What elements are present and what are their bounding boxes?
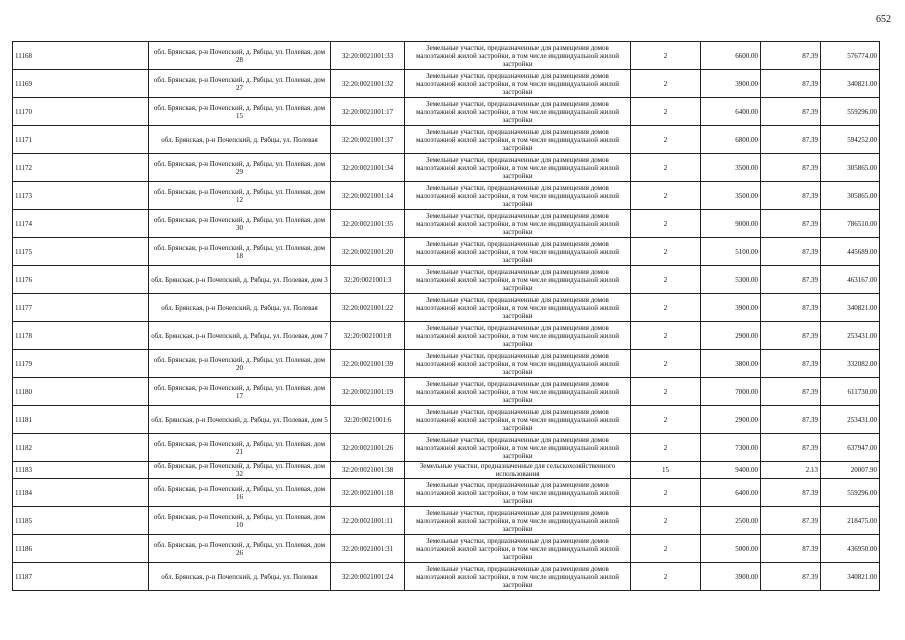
- row-number: 11169: [13, 70, 149, 98]
- row-number: 11179: [13, 350, 149, 378]
- land-use-type: Земельные участки, предназначенные для размещения домов малоэтажной жилой застройки, в том числе индивидуальной жилой застройки: [405, 98, 631, 126]
- row-number: 11185: [13, 507, 149, 535]
- use-group-code: 2: [631, 406, 701, 434]
- table-row: [13, 42, 880, 70]
- specific-value: 2.13: [761, 462, 821, 479]
- table-row: [13, 70, 880, 98]
- land-address: обл. Брянская, р-н Почепский, д. Рябцы, ул. Полевая, дом 12: [149, 182, 331, 210]
- cadastral-value: 559296.00: [821, 479, 880, 507]
- cadastral-number: 32:20:0021001:14: [331, 182, 405, 210]
- use-group-code: 2: [631, 238, 701, 266]
- land-use-type: Земельные участки, предназначенные для размещения домов малоэтажной жилой застройки, в том числе индивидуальной жилой застройки: [405, 378, 631, 406]
- specific-value: 87.39: [761, 406, 821, 434]
- cadastral-number: 32:20:0021001:32: [331, 70, 405, 98]
- cadastral-value: 637947.00: [821, 434, 880, 462]
- specific-value: 87.39: [761, 294, 821, 322]
- table-row: [13, 154, 880, 182]
- land-area: 6400.00: [701, 98, 761, 126]
- cadastral-value-table: [12, 41, 880, 591]
- land-address: обл. Брянская, р-н Почепский, д. Рябцы, ул. Полевая, дом 29: [149, 154, 331, 182]
- specific-value: 87.39: [761, 42, 821, 70]
- cadastral-value: 445689.00: [821, 238, 880, 266]
- use-group-code: 2: [631, 182, 701, 210]
- use-group-code: 2: [631, 563, 701, 591]
- use-group-code: 2: [631, 126, 701, 154]
- land-address: обл. Брянская, р-н Почепский, д. Рябцы, ул. Полевая, дом 3: [149, 266, 331, 294]
- row-number: 11175: [13, 238, 149, 266]
- use-group-code: 2: [631, 42, 701, 70]
- row-number: 11183: [13, 462, 149, 479]
- cadastral-value: 305865.00: [821, 182, 880, 210]
- cadastral-value: 20007.90: [821, 462, 880, 479]
- land-area: 3900.00: [701, 70, 761, 98]
- specific-value: 87.39: [761, 238, 821, 266]
- table-row: [13, 182, 880, 210]
- cadastral-value: 340821.00: [821, 563, 880, 591]
- table-row: [13, 98, 880, 126]
- specific-value: 87.39: [761, 182, 821, 210]
- table-row: [13, 350, 880, 378]
- specific-value: 87.39: [761, 98, 821, 126]
- use-group-code: 2: [631, 98, 701, 126]
- cadastral-number: 32:20:0021001:38: [331, 462, 405, 479]
- land-address: обл. Брянская, р-н Почепский, д. Рябцы, ул. Полевая, дом 15: [149, 98, 331, 126]
- use-group-code: 2: [631, 378, 701, 406]
- land-use-type: Земельные участки, предназначенные для размещения домов малоэтажной жилой застройки, в том числе индивидуальной жилой застройки: [405, 507, 631, 535]
- specific-value: 87.39: [761, 266, 821, 294]
- table-row: [13, 563, 880, 591]
- specific-value: 87.39: [761, 350, 821, 378]
- land-address: обл. Брянская, р-н Почепский, д. Рябцы, ул. Полевая, дом 28: [149, 42, 331, 70]
- land-address: обл. Брянская, р-н Почепский, д. Рябцы, ул. Полевая, дом 5: [149, 406, 331, 434]
- table-row: [13, 126, 880, 154]
- land-use-type: Земельные участки, предназначенные для размещения домов малоэтажной жилой застройки, в том числе индивидуальной жилой застройки: [405, 70, 631, 98]
- cadastral-value: 559296.00: [821, 98, 880, 126]
- land-area: 5000.00: [701, 535, 761, 563]
- row-number: 11184: [13, 479, 149, 507]
- land-use-type: Земельные участки, предназначенные для сельскохозяйственного использования: [405, 462, 631, 479]
- land-use-type: Земельные участки, предназначенные для размещения домов малоэтажной жилой застройки, в том числе индивидуальной жилой застройки: [405, 294, 631, 322]
- land-use-type: Земельные участки, предназначенные для размещения домов малоэтажной жилой застройки, в том числе индивидуальной жилой застройки: [405, 535, 631, 563]
- cadastral-number: 32:20:0021001:18: [331, 479, 405, 507]
- specific-value: 87.39: [761, 322, 821, 350]
- land-address: обл. Брянская, р-н Почепский, д. Рябцы, ул. Полевая, дом 26: [149, 535, 331, 563]
- table-row: [13, 507, 880, 535]
- use-group-code: 2: [631, 70, 701, 98]
- land-use-type: Земельные участки, предназначенные для размещения домов малоэтажной жилой застройки, в том числе индивидуальной жилой застройки: [405, 42, 631, 70]
- specific-value: 87.39: [761, 535, 821, 563]
- page-number: 652: [876, 14, 891, 25]
- land-area: 3800.00: [701, 350, 761, 378]
- table-row: [13, 294, 880, 322]
- land-address: обл. Брянская, р-н Почепский, д. Рябцы, ул. Полевая, дом 27: [149, 70, 331, 98]
- land-area: 2900.00: [701, 406, 761, 434]
- land-area: 3500.00: [701, 182, 761, 210]
- row-number: 11186: [13, 535, 149, 563]
- land-area: 2900.00: [701, 322, 761, 350]
- specific-value: 87.39: [761, 507, 821, 535]
- land-area: 7000.00: [701, 378, 761, 406]
- land-address: обл. Брянская, р-н Почепский, д. Рябцы, ул. Полевая, дом 16: [149, 479, 331, 507]
- land-address: обл. Брянская, р-н Почепский, д. Рябцы, ул. Полевая: [149, 126, 331, 154]
- cadastral-value: 436950.00: [821, 535, 880, 563]
- use-group-code: 2: [631, 154, 701, 182]
- row-number: 11173: [13, 182, 149, 210]
- land-address: обл. Брянская, р-н Почепский, д. Рябцы, ул. Полевая, дом 21: [149, 434, 331, 462]
- use-group-code: 2: [631, 350, 701, 378]
- cadastral-value: 786510.00: [821, 210, 880, 238]
- land-use-type: Земельные участки, предназначенные для размещения домов малоэтажной жилой застройки, в том числе индивидуальной жилой застройки: [405, 479, 631, 507]
- use-group-code: 2: [631, 322, 701, 350]
- row-number: 11174: [13, 210, 149, 238]
- cadastral-value: 305865.00: [821, 154, 880, 182]
- land-use-type: Земельные участки, предназначенные для размещения домов малоэтажной жилой застройки, в том числе индивидуальной жилой застройки: [405, 266, 631, 294]
- land-use-type: Земельные участки, предназначенные для размещения домов малоэтажной жилой застройки, в том числе индивидуальной жилой застройки: [405, 322, 631, 350]
- land-area: 5300.00: [701, 266, 761, 294]
- cadastral-value: 253431.00: [821, 322, 880, 350]
- cadastral-number: 32:20:0021001:31: [331, 535, 405, 563]
- cadastral-number: 32:20:0021001:22: [331, 294, 405, 322]
- cadastral-value: 218475.00: [821, 507, 880, 535]
- table-row: [13, 535, 880, 563]
- row-number: 11177: [13, 294, 149, 322]
- land-address: обл. Брянская, р-н Почепский, д. Рябцы, ул. Полевая, дом 20: [149, 350, 331, 378]
- cadastral-number: 32:20:0021001:24: [331, 563, 405, 591]
- cadastral-number: 32:20:0021001:35: [331, 210, 405, 238]
- row-number: 11168: [13, 42, 149, 70]
- cadastral-number: 32:20:0021001:17: [331, 98, 405, 126]
- row-number: 11178: [13, 322, 149, 350]
- land-use-type: Земельные участки, предназначенные для размещения домов малоэтажной жилой застройки, в том числе индивидуальной жилой застройки: [405, 406, 631, 434]
- cadastral-value: 253431.00: [821, 406, 880, 434]
- land-area: 9400.00: [701, 462, 761, 479]
- specific-value: 87.39: [761, 479, 821, 507]
- cadastral-value: 594252.00: [821, 126, 880, 154]
- cadastral-number: 32:20:0021001:8: [331, 322, 405, 350]
- land-address: обл. Брянская, р-н Почепский, д. Рябцы, ул. Полевая, дом 7: [149, 322, 331, 350]
- cadastral-number: 32:20:0021001:33: [331, 42, 405, 70]
- row-number: 11181: [13, 406, 149, 434]
- use-group-code: 2: [631, 479, 701, 507]
- use-group-code: 2: [631, 294, 701, 322]
- table-row: [13, 210, 880, 238]
- table-row: [13, 462, 880, 479]
- land-area: 9000.00: [701, 210, 761, 238]
- land-area: 6800.00: [701, 126, 761, 154]
- row-number: 11171: [13, 126, 149, 154]
- use-group-code: 15: [631, 462, 701, 479]
- cadastral-number: 32:20:0021001:39: [331, 350, 405, 378]
- land-use-type: Земельные участки, предназначенные для размещения домов малоэтажной жилой застройки, в том числе индивидуальной жилой застройки: [405, 210, 631, 238]
- cadastral-number: 32:20:0021001:11: [331, 507, 405, 535]
- specific-value: 87.39: [761, 378, 821, 406]
- table-row: [13, 434, 880, 462]
- land-area: 3900.00: [701, 294, 761, 322]
- table-row: [13, 479, 880, 507]
- cadastral-number: 32:20:0021001:20: [331, 238, 405, 266]
- table-row: [13, 238, 880, 266]
- land-address: обл. Брянская, р-н Почепский, д. Рябцы, ул. Полевая: [149, 294, 331, 322]
- table-row: [13, 322, 880, 350]
- land-use-type: Земельные участки, предназначенные для размещения домов малоэтажной жилой застройки, в том числе индивидуальной жилой застройки: [405, 182, 631, 210]
- land-address: обл. Брянская, р-н Почепский, д. Рябцы, ул. Полевая, дом 17: [149, 378, 331, 406]
- land-address: обл. Брянская, р-н Почепский, д. Рябцы, ул. Полевая, дом 32: [149, 462, 331, 479]
- row-number: 11180: [13, 378, 149, 406]
- land-use-type: Земельные участки, предназначенные для размещения домов малоэтажной жилой застройки, в том числе индивидуальной жилой застройки: [405, 434, 631, 462]
- land-address: обл. Брянская, р-н Почепский, д. Рябцы, ул. Полевая, дом 30: [149, 210, 331, 238]
- cadastral-value: 340821.00: [821, 70, 880, 98]
- use-group-code: 2: [631, 434, 701, 462]
- use-group-code: 2: [631, 535, 701, 563]
- table-row: [13, 406, 880, 434]
- land-area: 3900.00: [701, 563, 761, 591]
- table-row: [13, 266, 880, 294]
- cadastral-value: 340821.00: [821, 294, 880, 322]
- land-address: обл. Брянская, р-н Почепский, д. Рябцы, ул. Полевая, дом 10: [149, 507, 331, 535]
- row-number: 11187: [13, 563, 149, 591]
- land-area: 5100.00: [701, 238, 761, 266]
- land-area: 7300.00: [701, 434, 761, 462]
- land-address: обл. Брянская, р-н Почепский, д. Рябцы, ул. Полевая, дом 18: [149, 238, 331, 266]
- use-group-code: 2: [631, 266, 701, 294]
- land-use-type: Земельные участки, предназначенные для размещения домов малоэтажной жилой застройки, в том числе индивидуальной жилой застройки: [405, 238, 631, 266]
- specific-value: 87.39: [761, 70, 821, 98]
- cadastral-value: 332082.00: [821, 350, 880, 378]
- use-group-code: 2: [631, 507, 701, 535]
- row-number: 11170: [13, 98, 149, 126]
- land-area: 6600.00: [701, 42, 761, 70]
- cadastral-number: 32:20:0021001:3: [331, 266, 405, 294]
- cadastral-number: 32:20:0021001:37: [331, 126, 405, 154]
- cadastral-number: 32:20:0021001:26: [331, 434, 405, 462]
- specific-value: 87.39: [761, 563, 821, 591]
- cadastral-value: 576774.00: [821, 42, 880, 70]
- land-area: 2500.00: [701, 507, 761, 535]
- specific-value: 87.39: [761, 154, 821, 182]
- land-use-type: Земельные участки, предназначенные для размещения домов малоэтажной жилой застройки, в том числе индивидуальной жилой застройки: [405, 126, 631, 154]
- cadastral-number: 32:20:0021001:19: [331, 378, 405, 406]
- row-number: 11182: [13, 434, 149, 462]
- land-use-type: Земельные участки, предназначенные для размещения домов малоэтажной жилой застройки, в том числе индивидуальной жилой застройки: [405, 350, 631, 378]
- specific-value: 87.39: [761, 210, 821, 238]
- cadastral-value: 463167.00: [821, 266, 880, 294]
- row-number: 11172: [13, 154, 149, 182]
- land-area: 6400.00: [701, 479, 761, 507]
- specific-value: 87.39: [761, 126, 821, 154]
- cadastral-number: 32:20:0021001:34: [331, 154, 405, 182]
- land-area: 3500.00: [701, 154, 761, 182]
- specific-value: 87.39: [761, 434, 821, 462]
- land-address: обл. Брянская, р-н Почепский, д. Рябцы, ул. Полевая: [149, 563, 331, 591]
- land-use-type: Земельные участки, предназначенные для размещения домов малоэтажной жилой застройки, в том числе индивидуальной жилой застройки: [405, 154, 631, 182]
- cadastral-number: 32:20:0021001:6: [331, 406, 405, 434]
- land-use-type: Земельные участки, предназначенные для размещения домов малоэтажной жилой застройки, в том числе индивидуальной жилой застройки: [405, 563, 631, 591]
- table-row: [13, 378, 880, 406]
- use-group-code: 2: [631, 210, 701, 238]
- cadastral-value: 611730.00: [821, 378, 880, 406]
- table-body: [13, 42, 880, 591]
- row-number: 11176: [13, 266, 149, 294]
